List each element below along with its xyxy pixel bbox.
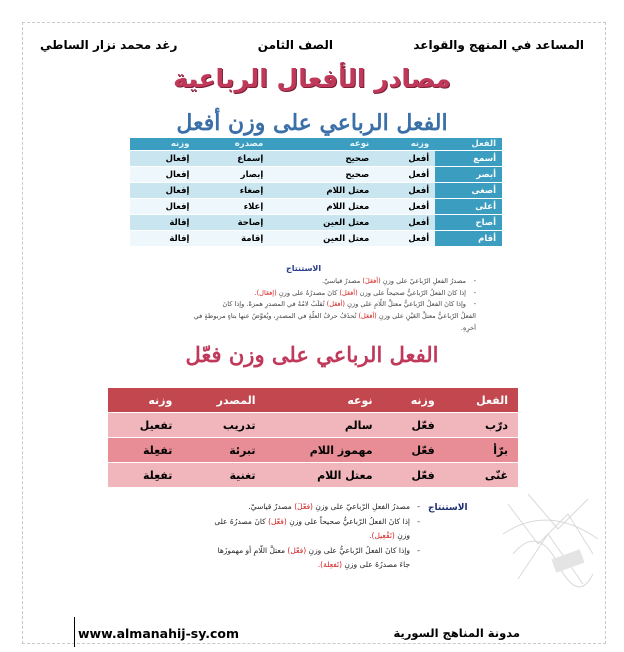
table-cell: إفعال — [130, 151, 195, 167]
table-cell: إفعال — [130, 183, 195, 199]
conclusion-item: - إذا كانَ الفعلُ الرّباعيُّ صحيحاً على وزن (أفعَل) كانَ مصدرُهُ على وزنِ (إفعَال). — [184, 288, 476, 300]
table-row — [130, 199, 502, 215]
table-row — [130, 215, 502, 231]
table-cell: أفعل — [375, 151, 435, 167]
afal-table-header — [130, 138, 502, 151]
faal-col-masdar-pattern: وزنه — [108, 388, 182, 413]
table-cell: أفعل — [375, 215, 435, 231]
table-cell: معتل العين — [269, 231, 375, 247]
section1-conclusion — [184, 276, 476, 335]
table-cell: إسماع — [195, 151, 269, 167]
table-cell: مهموز اللام — [265, 438, 382, 463]
table-cell: معتل اللام — [265, 463, 382, 488]
table-cell: أفعل — [375, 183, 435, 199]
faal-col-masdar: المصدر — [182, 388, 265, 413]
table-cell: أسمع — [435, 151, 502, 167]
table-cell: فعّل — [383, 413, 445, 438]
table-cell: أبصر — [435, 167, 502, 183]
table-row — [130, 151, 502, 167]
table-cell: تغنية — [182, 463, 265, 488]
table-cell: أفعل — [375, 231, 435, 247]
faal-table-header — [108, 388, 518, 413]
table-cell: صحيح — [269, 167, 375, 183]
header-row — [40, 38, 584, 56]
table-cell: فعّل — [383, 463, 445, 488]
afal-col-pattern: وزنه — [375, 138, 435, 151]
table-cell: تفعيل — [108, 413, 182, 438]
table-cell: إفالة — [130, 215, 195, 231]
conclusion-item: - مصدرُ الفعلِ الرّباعيّ على وزنِ (أفعَلَ) مصدرٌ قياسيّ. — [184, 276, 476, 288]
footer-url[interactable]: www.almanahij-sy.com — [78, 626, 239, 641]
table-cell: برّأ — [445, 438, 518, 463]
table-row — [130, 167, 502, 183]
faal-col-pattern: وزنه — [383, 388, 445, 413]
table-cell: معتل العين — [269, 215, 375, 231]
afal-col-masdar-pattern: وزنه — [130, 138, 195, 151]
table-cell: أقام — [435, 231, 502, 247]
table-cell: معتل اللام — [269, 199, 375, 215]
faal-col-verb: الفعل — [445, 388, 518, 413]
table-cell: إفعال — [130, 199, 195, 215]
section1-title: الفعل الرباعي على وزن أفعل — [176, 110, 448, 136]
table-row — [108, 438, 518, 463]
header-author: رغد محمد نزار الساطي — [40, 38, 178, 52]
table-cell: سالم — [265, 413, 382, 438]
table-cell: أصاح — [435, 215, 502, 231]
table-row — [108, 463, 518, 488]
section2-title: الفعل الرباعي على وزن فعّل — [185, 342, 439, 367]
table-cell: درّب — [445, 413, 518, 438]
conclusion-item: - وإذا كانَ الفعلُ الرّباعيُّ على وزنِ (فعّل) معتلَّ اللّامِ أو مهموزَها جاءَ مصدرُهُ على وزنِ (تَفعِلة). — [210, 544, 420, 573]
afal-col-type: نوعه — [269, 138, 375, 151]
faal-table — [108, 388, 518, 487]
afal-col-masdar: مصدره — [195, 138, 269, 151]
table-cell: صحيح — [269, 151, 375, 167]
table-cell: تبرئة — [182, 438, 265, 463]
table-cell: تدريب — [182, 413, 265, 438]
conclusion-item: - مصدرُ الفعلِ الرّباعيّ على وزنِ (فعّلَ) مصدرٌ قياسيّ. — [210, 500, 420, 515]
section1-conclusion-title: الاستنتاج — [286, 264, 322, 273]
table-cell: إعلاء — [195, 199, 269, 215]
afal-col-verb: الفعل — [435, 138, 502, 151]
decorative-sketch-graphic — [498, 484, 602, 592]
conclusion-item: - وإذا كانَ الفعلُ الرّباعيُّ معتلَّ اللّامِ على وزنِ (أفعَل) تُقلَبُ لامُهُ في المصدرِ همزةً. وإذا كانَ — [184, 299, 476, 311]
table-row — [130, 183, 502, 199]
table-cell: تفعِلة — [108, 463, 182, 488]
table-cell: إصغاء — [195, 183, 269, 199]
table-cell: تفعِلة — [108, 438, 182, 463]
table-row — [108, 413, 518, 438]
conclusion-item-continued: الفعلُ الرّباعيُّ معتلَّ العَيْنِ على وزنِ (أفعَل) تُحذَفُ حرفُ العلّةِ في المصدرِ، ويُعوَّضُ عنها بتاءٍ مربوطةٍ في آخرِهِ. — [193, 312, 476, 332]
afal-table — [130, 138, 502, 246]
section2-conclusion-title: الاستنتاج — [428, 503, 468, 513]
table-cell: إفعال — [130, 167, 195, 183]
table-cell: إصاحة — [195, 215, 269, 231]
table-cell: غنّى — [445, 463, 518, 488]
table-cell: أصغى — [435, 183, 502, 199]
conclusion-item: - إذا كانَ الفعلُ الرّباعيُّ صحيحاً على وزنِ (فعّل) كانَ مصدرُهُ على وزنِ (تَفْعِيل). — [210, 515, 420, 544]
main-title: مصادر الأفعال الرباعية — [173, 64, 451, 93]
table-cell: أفعل — [375, 167, 435, 183]
footer-blog-name: مدونة المناهج السورية — [393, 626, 520, 640]
table-cell: إفالة — [130, 231, 195, 247]
header-book: المساعد في المنهج والقواعد — [413, 38, 584, 52]
footer-divider — [74, 617, 75, 647]
table-cell: أفعل — [375, 199, 435, 215]
section2-conclusion — [210, 500, 420, 573]
table-cell: أعلى — [435, 199, 502, 215]
faal-col-type: نوعه — [265, 388, 382, 413]
table-cell: معتل اللام — [269, 183, 375, 199]
table-cell: إقامة — [195, 231, 269, 247]
table-cell: إبصار — [195, 167, 269, 183]
table-cell: فعّل — [383, 438, 445, 463]
table-row — [130, 231, 502, 247]
header-grade: الصف الثامن — [257, 38, 333, 52]
